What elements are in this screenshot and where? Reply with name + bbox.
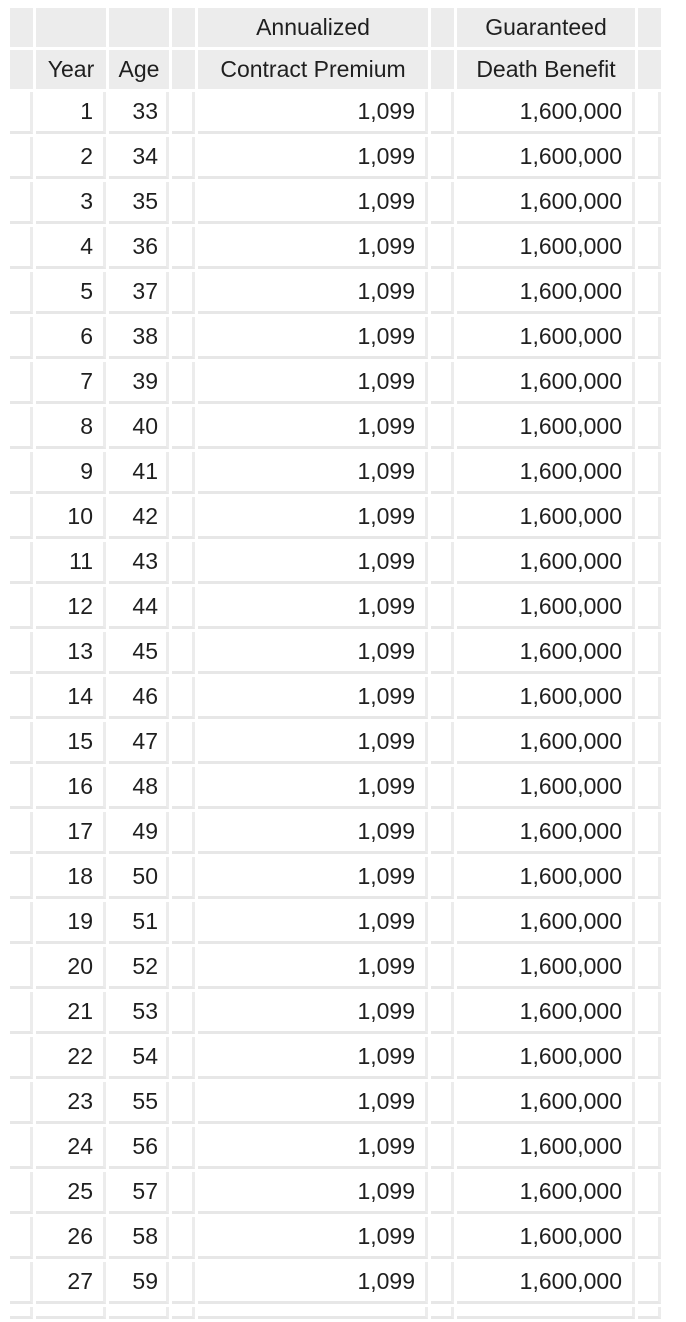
header-benefit-label: Death Benefit xyxy=(457,50,635,89)
death-benefit-cell: 1,600,000 xyxy=(457,857,635,899)
row-gutter-cell xyxy=(10,812,33,854)
header-age-label: Age xyxy=(109,50,169,89)
row-separator-cell xyxy=(431,1172,454,1214)
table-row xyxy=(10,947,661,989)
row-gutter-cell xyxy=(10,452,33,494)
table-row xyxy=(10,722,661,764)
row-separator-cell xyxy=(431,272,454,314)
premium-cell: 1,099 xyxy=(198,317,428,359)
age-cell: 46 xyxy=(109,677,169,719)
table-row xyxy=(10,677,661,719)
premium-cell: 1,099 xyxy=(198,92,428,134)
year-cell: 6 xyxy=(36,317,106,359)
row-gutter-cell xyxy=(10,407,33,449)
row-gutter-cell xyxy=(10,227,33,269)
row-separator-cell xyxy=(172,947,195,989)
row-separator-cell xyxy=(172,1262,195,1304)
table-row-partial xyxy=(10,1307,661,1319)
age-cell: 49 xyxy=(109,812,169,854)
row-separator-cell xyxy=(431,227,454,269)
header-row-bottom xyxy=(10,50,661,89)
row-end-cell xyxy=(638,677,661,719)
header-end-cell xyxy=(638,8,661,47)
row-separator-cell xyxy=(172,542,195,584)
age-cell: 59 xyxy=(109,1262,169,1304)
row-separator-cell xyxy=(431,677,454,719)
row-gutter-cell xyxy=(10,992,33,1034)
row-separator-cell xyxy=(172,92,195,134)
death-benefit-cell: 1,600,000 xyxy=(457,317,635,359)
row-end-cell xyxy=(638,407,661,449)
row-separator-cell xyxy=(431,1217,454,1259)
premium-cell: 1,099 xyxy=(198,587,428,629)
row-separator-cell xyxy=(431,1262,454,1304)
table-row xyxy=(10,452,661,494)
partial-row-cell xyxy=(638,1307,661,1319)
age-cell: 40 xyxy=(109,407,169,449)
row-gutter-cell xyxy=(10,1037,33,1079)
age-cell: 57 xyxy=(109,1172,169,1214)
year-cell: 15 xyxy=(36,722,106,764)
header-year-label: Year xyxy=(36,50,106,89)
year-cell: 16 xyxy=(36,767,106,809)
row-separator-cell xyxy=(172,182,195,224)
row-separator-cell xyxy=(172,452,195,494)
row-separator-cell xyxy=(431,1127,454,1169)
age-cell: 38 xyxy=(109,317,169,359)
row-separator-cell xyxy=(172,407,195,449)
table-row xyxy=(10,767,661,809)
premium-cell: 1,099 xyxy=(198,407,428,449)
row-separator-cell xyxy=(172,497,195,539)
age-cell: 44 xyxy=(109,587,169,629)
death-benefit-cell: 1,600,000 xyxy=(457,182,635,224)
row-end-cell xyxy=(638,947,661,989)
row-gutter-cell xyxy=(10,722,33,764)
row-end-cell xyxy=(638,497,661,539)
row-separator-cell xyxy=(431,857,454,899)
death-benefit-cell: 1,600,000 xyxy=(457,722,635,764)
premium-cell: 1,099 xyxy=(198,362,428,404)
header-premium-label: Contract Premium xyxy=(198,50,428,89)
header-separator-cell xyxy=(431,8,454,47)
age-cell: 52 xyxy=(109,947,169,989)
row-end-cell xyxy=(638,452,661,494)
row-separator-cell xyxy=(172,272,195,314)
year-cell: 10 xyxy=(36,497,106,539)
premium-cell: 1,099 xyxy=(198,947,428,989)
partial-row-cell xyxy=(109,1307,169,1319)
row-end-cell xyxy=(638,722,661,764)
premium-cell: 1,099 xyxy=(198,1262,428,1304)
row-gutter-cell xyxy=(10,1127,33,1169)
table-row xyxy=(10,857,661,899)
table-row xyxy=(10,362,661,404)
year-cell: 4 xyxy=(36,227,106,269)
row-separator-cell xyxy=(431,947,454,989)
row-end-cell xyxy=(638,632,661,674)
year-cell: 11 xyxy=(36,542,106,584)
death-benefit-cell: 1,600,000 xyxy=(457,1262,635,1304)
row-gutter-cell xyxy=(10,542,33,584)
row-end-cell xyxy=(638,1172,661,1214)
header-premium-top: Annualized xyxy=(198,8,428,47)
row-gutter-cell xyxy=(10,317,33,359)
year-cell: 27 xyxy=(36,1262,106,1304)
death-benefit-cell: 1,600,000 xyxy=(457,272,635,314)
age-cell: 45 xyxy=(109,632,169,674)
death-benefit-cell: 1,600,000 xyxy=(457,452,635,494)
row-gutter-cell xyxy=(10,632,33,674)
row-end-cell xyxy=(638,272,661,314)
death-benefit-cell: 1,600,000 xyxy=(457,227,635,269)
row-separator-cell xyxy=(172,1037,195,1079)
age-cell: 37 xyxy=(109,272,169,314)
row-gutter-cell xyxy=(10,362,33,404)
row-separator-cell xyxy=(431,407,454,449)
year-cell: 12 xyxy=(36,587,106,629)
header-year-top-cell xyxy=(36,8,106,47)
row-separator-cell xyxy=(172,857,195,899)
row-gutter-cell xyxy=(10,767,33,809)
death-benefit-cell: 1,600,000 xyxy=(457,407,635,449)
death-benefit-cell: 1,600,000 xyxy=(457,902,635,944)
table-row xyxy=(10,587,661,629)
year-cell: 17 xyxy=(36,812,106,854)
row-separator-cell xyxy=(172,1172,195,1214)
header-age-top-cell xyxy=(109,8,169,47)
table-row xyxy=(10,992,661,1034)
death-benefit-cell: 1,600,000 xyxy=(457,812,635,854)
header-separator-cell xyxy=(172,50,195,89)
premium-cell: 1,099 xyxy=(198,812,428,854)
row-gutter-cell xyxy=(10,677,33,719)
age-cell: 58 xyxy=(109,1217,169,1259)
death-benefit-cell: 1,600,000 xyxy=(457,137,635,179)
table-row xyxy=(10,542,661,584)
year-cell: 9 xyxy=(36,452,106,494)
age-cell: 55 xyxy=(109,1082,169,1124)
table-row xyxy=(10,902,661,944)
row-end-cell xyxy=(638,92,661,134)
header-benefit-top: Guaranteed xyxy=(457,8,635,47)
row-gutter-cell xyxy=(10,1082,33,1124)
premium-cell: 1,099 xyxy=(198,767,428,809)
header-row-top xyxy=(10,8,661,47)
row-end-cell xyxy=(638,1037,661,1079)
row-separator-cell xyxy=(431,542,454,584)
row-gutter-cell xyxy=(10,1262,33,1304)
premium-cell: 1,099 xyxy=(198,1082,428,1124)
row-separator-cell xyxy=(172,227,195,269)
death-benefit-cell: 1,600,000 xyxy=(457,947,635,989)
header-gutter-cell xyxy=(10,8,33,47)
table-row xyxy=(10,1037,661,1079)
row-end-cell xyxy=(638,542,661,584)
year-cell: 26 xyxy=(36,1217,106,1259)
partial-row-cell xyxy=(172,1307,195,1319)
row-separator-cell xyxy=(431,992,454,1034)
row-separator-cell xyxy=(431,767,454,809)
premium-cell: 1,099 xyxy=(198,632,428,674)
table-row xyxy=(10,272,661,314)
row-separator-cell xyxy=(431,137,454,179)
table-row xyxy=(10,182,661,224)
row-gutter-cell xyxy=(10,587,33,629)
row-end-cell xyxy=(638,992,661,1034)
header-gutter-cell xyxy=(10,50,33,89)
row-end-cell xyxy=(638,1217,661,1259)
age-cell: 34 xyxy=(109,137,169,179)
row-end-cell xyxy=(638,227,661,269)
row-end-cell xyxy=(638,137,661,179)
age-cell: 53 xyxy=(109,992,169,1034)
death-benefit-cell: 1,600,000 xyxy=(457,1172,635,1214)
year-cell: 21 xyxy=(36,992,106,1034)
year-cell: 20 xyxy=(36,947,106,989)
row-end-cell xyxy=(638,362,661,404)
premium-cell: 1,099 xyxy=(198,272,428,314)
age-cell: 48 xyxy=(109,767,169,809)
table-row xyxy=(10,812,661,854)
partial-row-cell xyxy=(457,1307,635,1319)
row-end-cell xyxy=(638,767,661,809)
table-row xyxy=(10,407,661,449)
row-separator-cell xyxy=(431,632,454,674)
premium-cell: 1,099 xyxy=(198,137,428,179)
table-row xyxy=(10,92,661,134)
premium-cell: 1,099 xyxy=(198,677,428,719)
death-benefit-cell: 1,600,000 xyxy=(457,632,635,674)
row-end-cell xyxy=(638,812,661,854)
row-separator-cell xyxy=(431,362,454,404)
header-separator-cell xyxy=(172,8,195,47)
death-benefit-cell: 1,600,000 xyxy=(457,542,635,584)
table-body xyxy=(10,92,661,1319)
row-end-cell xyxy=(638,317,661,359)
row-gutter-cell xyxy=(10,92,33,134)
illustration-table-container xyxy=(10,8,661,1319)
premium-cell: 1,099 xyxy=(198,1172,428,1214)
table-row xyxy=(10,632,661,674)
age-cell: 43 xyxy=(109,542,169,584)
year-cell: 14 xyxy=(36,677,106,719)
age-cell: 54 xyxy=(109,1037,169,1079)
table-row xyxy=(10,1172,661,1214)
age-cell: 41 xyxy=(109,452,169,494)
table-row xyxy=(10,137,661,179)
row-separator-cell xyxy=(172,722,195,764)
row-end-cell xyxy=(638,1127,661,1169)
year-cell: 3 xyxy=(36,182,106,224)
row-separator-cell xyxy=(431,1082,454,1124)
age-cell: 47 xyxy=(109,722,169,764)
row-separator-cell xyxy=(431,1037,454,1079)
year-cell: 1 xyxy=(36,92,106,134)
death-benefit-cell: 1,600,000 xyxy=(457,992,635,1034)
row-separator-cell xyxy=(172,677,195,719)
table-row xyxy=(10,1262,661,1304)
year-cell: 22 xyxy=(36,1037,106,1079)
row-end-cell xyxy=(638,902,661,944)
partial-row-cell xyxy=(198,1307,428,1319)
premium-cell: 1,099 xyxy=(198,1217,428,1259)
age-cell: 42 xyxy=(109,497,169,539)
year-cell: 13 xyxy=(36,632,106,674)
premium-cell: 1,099 xyxy=(198,182,428,224)
death-benefit-cell: 1,600,000 xyxy=(457,1037,635,1079)
partial-row-cell xyxy=(10,1307,33,1319)
row-separator-cell xyxy=(172,1082,195,1124)
header-separator-cell xyxy=(431,50,454,89)
age-cell: 50 xyxy=(109,857,169,899)
premium-cell: 1,099 xyxy=(198,227,428,269)
header-end-cell xyxy=(638,50,661,89)
premium-cell: 1,099 xyxy=(198,1127,428,1169)
premium-cell: 1,099 xyxy=(198,497,428,539)
illustration-table xyxy=(7,5,664,1322)
partial-row-cell xyxy=(36,1307,106,1319)
row-separator-cell xyxy=(172,812,195,854)
death-benefit-cell: 1,600,000 xyxy=(457,92,635,134)
premium-cell: 1,099 xyxy=(198,542,428,584)
age-cell: 51 xyxy=(109,902,169,944)
year-cell: 23 xyxy=(36,1082,106,1124)
premium-cell: 1,099 xyxy=(198,992,428,1034)
age-cell: 56 xyxy=(109,1127,169,1169)
premium-cell: 1,099 xyxy=(198,857,428,899)
table-row xyxy=(10,1217,661,1259)
age-cell: 39 xyxy=(109,362,169,404)
row-separator-cell xyxy=(172,137,195,179)
death-benefit-cell: 1,600,000 xyxy=(457,1217,635,1259)
table-row xyxy=(10,1082,661,1124)
year-cell: 5 xyxy=(36,272,106,314)
row-gutter-cell xyxy=(10,137,33,179)
death-benefit-cell: 1,600,000 xyxy=(457,1127,635,1169)
row-gutter-cell xyxy=(10,1172,33,1214)
death-benefit-cell: 1,600,000 xyxy=(457,1082,635,1124)
table-row xyxy=(10,497,661,539)
year-cell: 8 xyxy=(36,407,106,449)
row-end-cell xyxy=(638,857,661,899)
row-gutter-cell xyxy=(10,497,33,539)
row-gutter-cell xyxy=(10,1217,33,1259)
death-benefit-cell: 1,600,000 xyxy=(457,677,635,719)
table-row xyxy=(10,317,661,359)
row-gutter-cell xyxy=(10,902,33,944)
age-cell: 33 xyxy=(109,92,169,134)
row-separator-cell xyxy=(172,362,195,404)
row-separator-cell xyxy=(172,587,195,629)
row-separator-cell xyxy=(172,767,195,809)
death-benefit-cell: 1,600,000 xyxy=(457,587,635,629)
table-row xyxy=(10,227,661,269)
year-cell: 19 xyxy=(36,902,106,944)
row-separator-cell xyxy=(431,587,454,629)
year-cell: 2 xyxy=(36,137,106,179)
row-gutter-cell xyxy=(10,272,33,314)
row-separator-cell xyxy=(172,902,195,944)
row-separator-cell xyxy=(172,1127,195,1169)
row-separator-cell xyxy=(431,317,454,359)
row-separator-cell xyxy=(431,92,454,134)
premium-cell: 1,099 xyxy=(198,902,428,944)
year-cell: 18 xyxy=(36,857,106,899)
row-end-cell xyxy=(638,587,661,629)
year-cell: 24 xyxy=(36,1127,106,1169)
row-gutter-cell xyxy=(10,182,33,224)
row-end-cell xyxy=(638,1082,661,1124)
row-separator-cell xyxy=(431,182,454,224)
premium-cell: 1,099 xyxy=(198,1037,428,1079)
premium-cell: 1,099 xyxy=(198,452,428,494)
death-benefit-cell: 1,600,000 xyxy=(457,497,635,539)
row-separator-cell xyxy=(172,632,195,674)
table-header xyxy=(10,8,661,89)
row-separator-cell xyxy=(172,1217,195,1259)
partial-row-cell xyxy=(431,1307,454,1319)
premium-cell: 1,099 xyxy=(198,722,428,764)
year-cell: 7 xyxy=(36,362,106,404)
row-separator-cell xyxy=(431,722,454,764)
row-separator-cell xyxy=(431,902,454,944)
year-cell: 25 xyxy=(36,1172,106,1214)
table-row xyxy=(10,1127,661,1169)
row-gutter-cell xyxy=(10,947,33,989)
row-separator-cell xyxy=(172,317,195,359)
row-separator-cell xyxy=(431,452,454,494)
row-separator-cell xyxy=(431,812,454,854)
row-end-cell xyxy=(638,1262,661,1304)
row-gutter-cell xyxy=(10,857,33,899)
row-separator-cell xyxy=(172,992,195,1034)
row-separator-cell xyxy=(431,497,454,539)
death-benefit-cell: 1,600,000 xyxy=(457,362,635,404)
age-cell: 35 xyxy=(109,182,169,224)
age-cell: 36 xyxy=(109,227,169,269)
death-benefit-cell: 1,600,000 xyxy=(457,767,635,809)
row-end-cell xyxy=(638,182,661,224)
